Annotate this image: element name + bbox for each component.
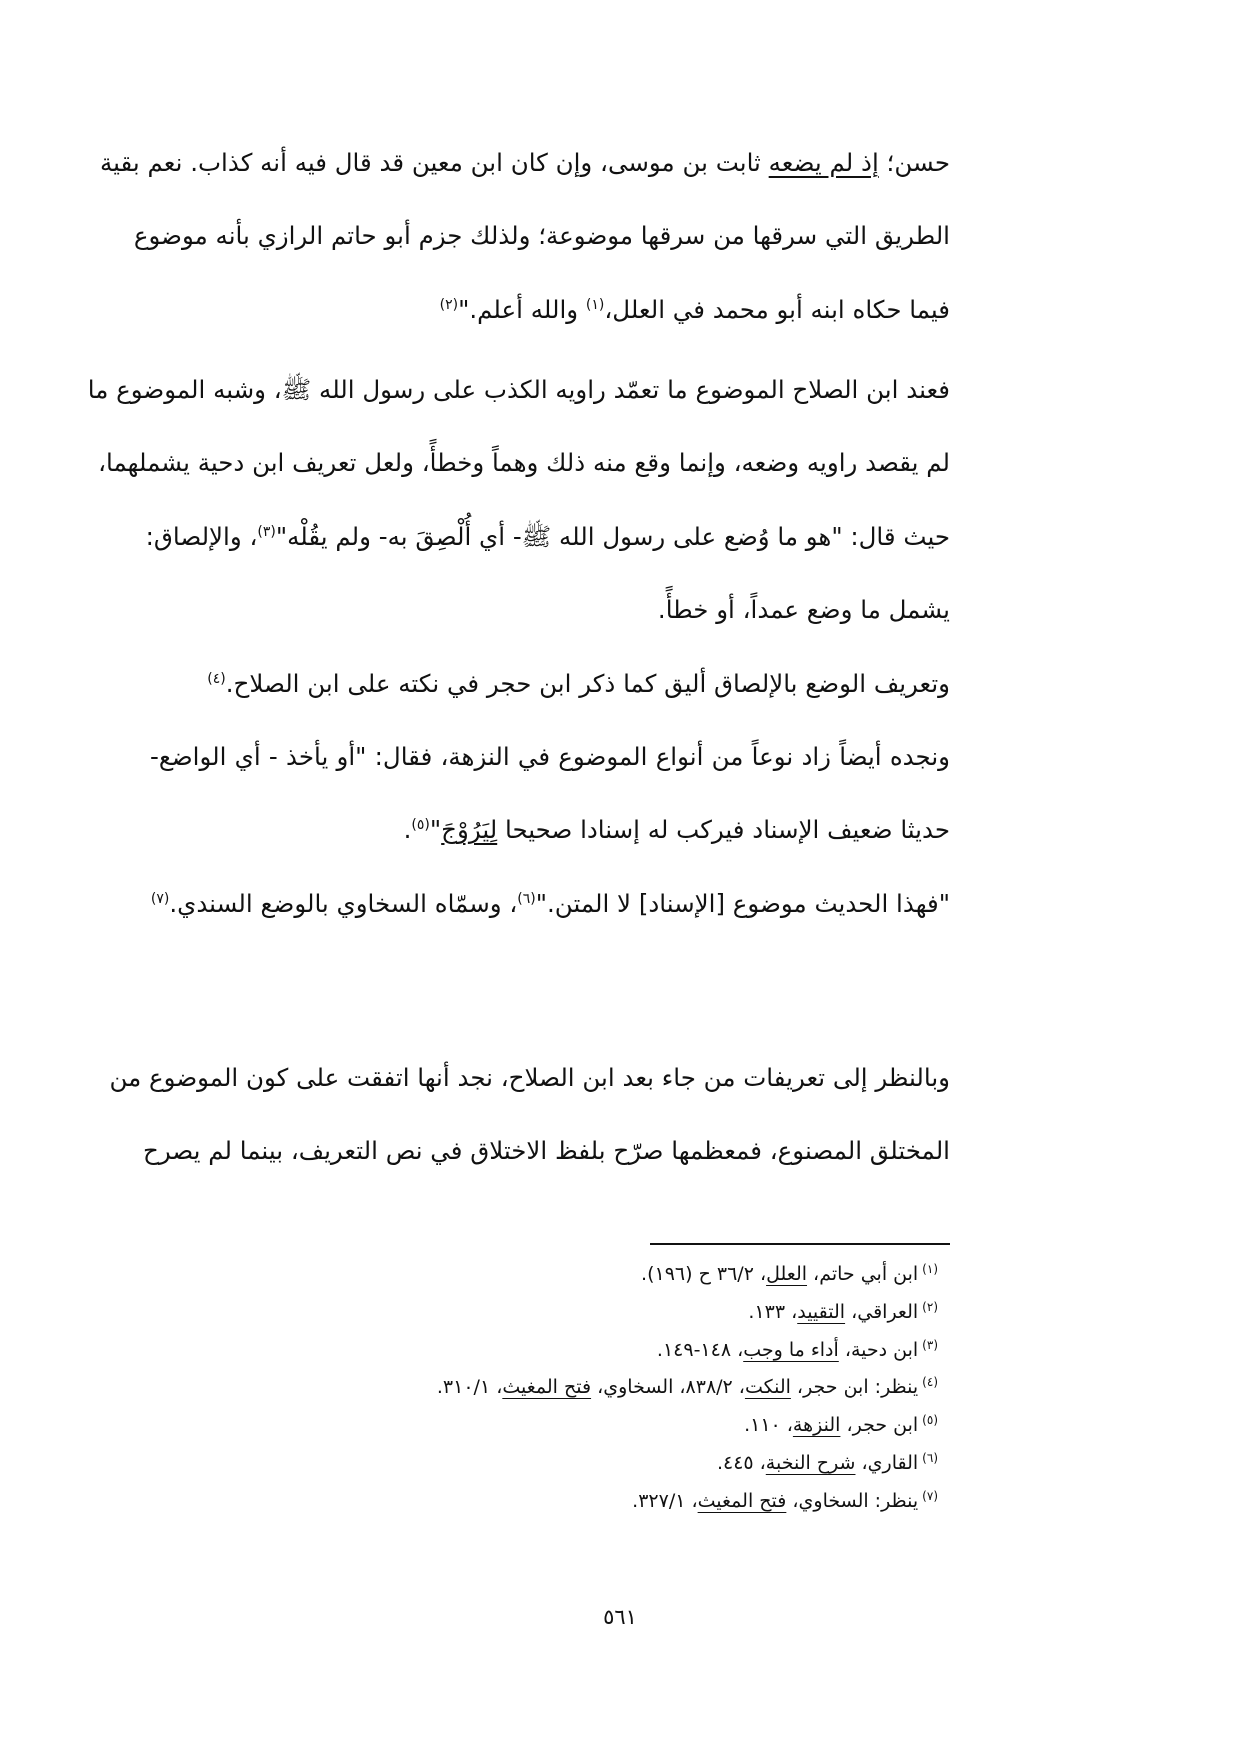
source-title: التقييد	[797, 1300, 846, 1323]
body-line: "فهذا الحديث موضوع [الإسناد] لا المتن."$^{(٦)}$، وسمّاه السخاوي بالوضع السندي.$^{(٧)}$	[150, 888, 950, 918]
footnote-ref-2[interactable]: (٢)	[439, 296, 459, 313]
underlined-phrase: إذ لم يضعه	[768, 148, 879, 177]
footnote-6: $^{(٦)}$القاري، شرح النخبة، ٤٤٥.	[716, 1450, 938, 1474]
body-line: فيما حكاه ابنه أبو محمد في العلل،$^{(١)}$ والله أعلم."$^{(٢)}$	[439, 294, 950, 324]
footnote-ref-1[interactable]: (١)	[585, 296, 605, 313]
footnote-2: $^{(٢)}$العراقي، التقييد، ١٣٣.	[748, 1299, 938, 1323]
source-title: النزهة	[792, 1414, 841, 1437]
paragraph-1	[99, 148, 950, 368]
source-title: شرح النخبة	[765, 1451, 856, 1474]
footnote-3: $^{(٣)}$ابن دحية، أداء ما وجب، ١٤٨-١٤٩.	[656, 1337, 938, 1361]
footnote-ref-7[interactable]: (٧)	[150, 890, 170, 907]
footnote-ref-4[interactable]: (٤)	[207, 670, 226, 687]
paragraph-3	[109, 1063, 950, 1210]
body-line: الطريق التي سرقها من سرقها موضوعة؛ ولذلك جزم أبو حاتم الرازي بأنه موضوع	[133, 221, 950, 251]
body-line: وتعريف الوضع بالإلصاق أليق كما ذكر ابن حجر في نكته على ابن الصلاح.$^{(٤)}$	[207, 668, 950, 698]
footnote-ref-5[interactable]: (٥)	[411, 817, 430, 834]
page-number: ٥٦١	[603, 1605, 637, 1629]
footnote-separator	[650, 1243, 950, 1245]
footnote-7: $^{(٧)}$ينظر: السخاوي، فتح المغيث، ٣٢٧/١.	[632, 1488, 938, 1512]
source-title: العلل	[766, 1263, 808, 1285]
body-line: يشمل ما وضع عمداً، أو خطأً.	[657, 595, 950, 625]
footnote-1: $^{(١)}$ابن أبي حاتم، العلل، ٣٦/٢ ح (١٩٦).	[641, 1262, 938, 1285]
body-line: حيث قال: "هو ما وُضع على رسول الله ﷺ- أي أُلْصِقَ به- ولم يقُلْه"$^{(٣)}$، والإلصاق:	[145, 521, 950, 551]
footnote-ref-3[interactable]: (٣)	[257, 523, 276, 540]
paragraph-2	[87, 375, 950, 962]
source-title: النكت	[744, 1376, 791, 1399]
footnotes	[178, 1262, 938, 1527]
body-line: حديثا ضعيف الإسناد فيركب له إسنادا صحيحا لِيَرُوْجَ"$^{(٥)}$.	[403, 815, 950, 845]
body-line: حسن؛ إذ لم يضعه ثابت بن موسى، وإن كان ابن معين قد قال فيه أنه كذاب. نعم بقية	[99, 148, 950, 177]
footnote-4: $^{(٤)}$ينظر: ابن حجر، النكت، ٨٣٨/٢، السخاوي، فتح المغيث، ٣١٠/١.	[436, 1375, 938, 1399]
footnote-5: $^{(٥)}$ابن حجر، النزهة، ١١٠.	[744, 1413, 938, 1437]
body-line: ونجده أيضاً زاد نوعاً من أنواع الموضوع في النزهة، فقال: "أو يأخذ - أي الواضع-	[150, 741, 950, 771]
source-title: أداء ما وجب	[743, 1338, 839, 1361]
body-line: فعند ابن الصلاح الموضوع ما تعمّد راويه الكذب على رسول الله ﷺ، وشبه الموضوع ما	[87, 375, 950, 404]
body-line: لم يقصد راويه وضعه، وإنما وقع منه ذلك وهماً وخطأً، ولعل تعريف ابن دحية يشملهما،	[98, 448, 950, 478]
footnote-ref-6[interactable]: (٦)	[517, 890, 536, 907]
source-title: فتح المغيث	[502, 1376, 592, 1399]
body-line: المختلق المصنوع، فمعظمها صرّح بلفظ الاختلاق في نص التعريف، بينما لم يصرح	[143, 1136, 950, 1166]
source-title: فتح المغيث	[697, 1489, 787, 1512]
body-line: وبالنظر إلى تعريفات من جاء بعد ابن الصلاح، نجد أنها اتفقت على كون الموضوع من	[109, 1063, 950, 1092]
underlined-word: لِيَرُوْجَ	[441, 815, 498, 845]
